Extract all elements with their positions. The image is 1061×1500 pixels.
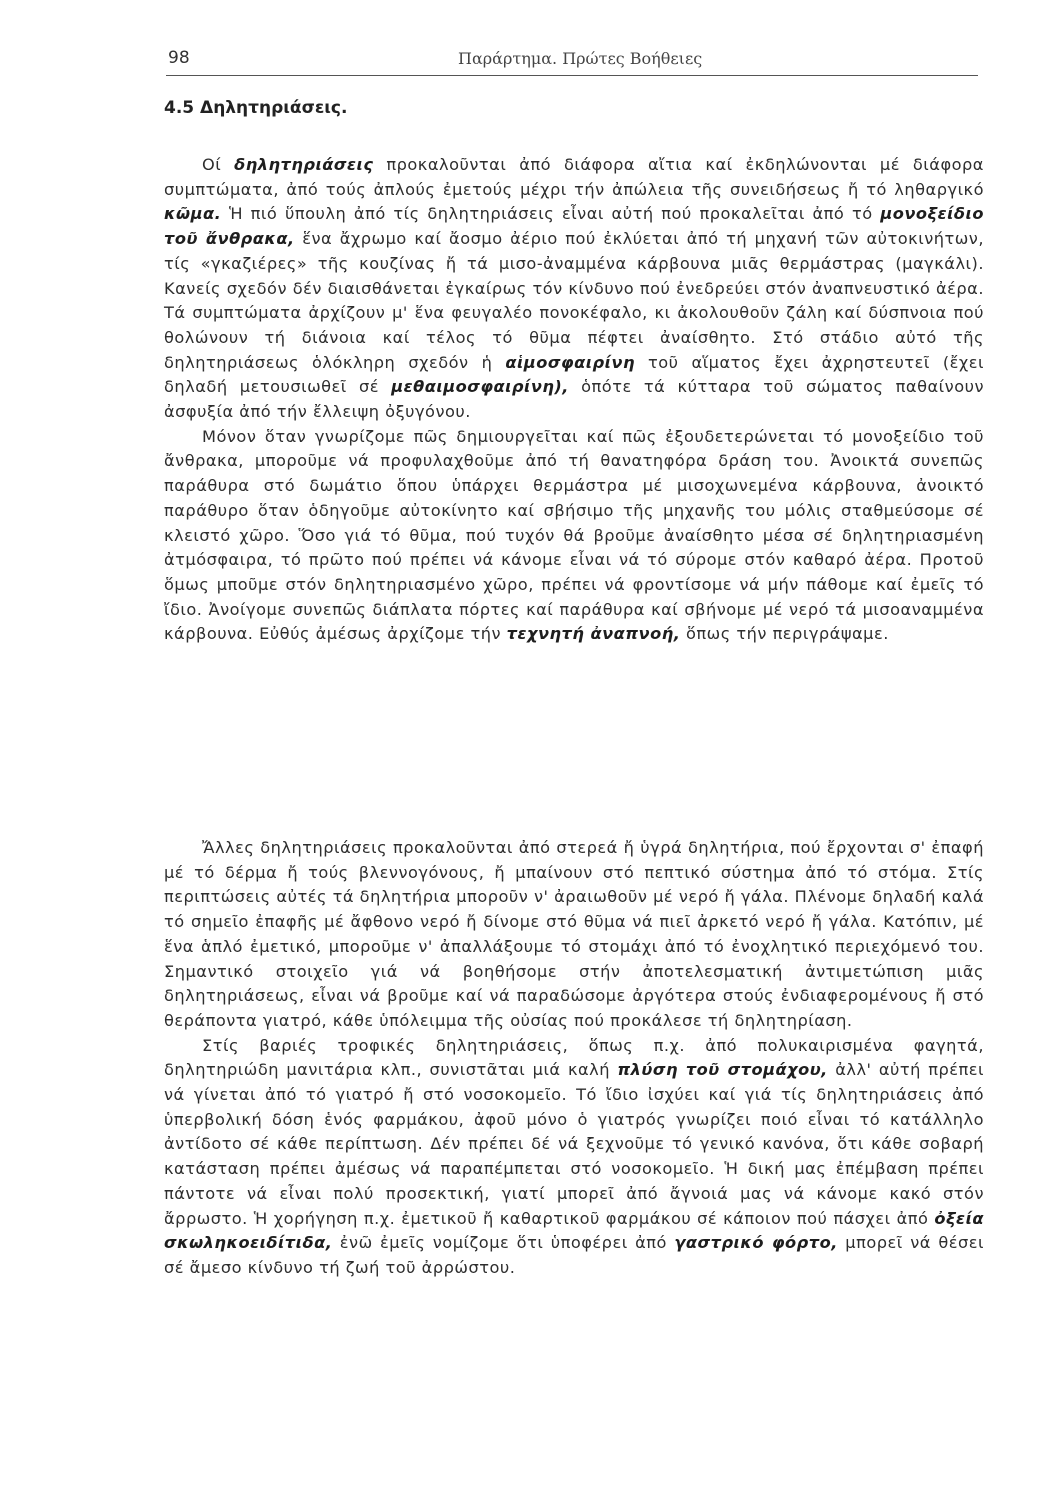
text-run: ἐνῶ ἐμεῖς νομίζομε ὅτι ὑποφέρει ἀπό — [332, 1233, 675, 1253]
section-title: 4.5 Δηλητηριάσεις. — [164, 98, 348, 118]
emphasis-term: κῶμα. — [164, 204, 222, 224]
text-run: τοῦ αἵματος ἔχει ἀχρηστευτεῖ (ἔχει δηλαδή μετουσιωθεῖ σέ — [164, 352, 984, 397]
text-run: Ἡ πιό ὕπουλη ἀπό τίς δηλητηριάσεις εἶναι αὐτή πού προκαλεῖται ἀπό τό — [221, 204, 881, 224]
text-block-other-poisonings — [164, 836, 984, 1281]
text-run: προκαλοῦνται ἀπό διάφορα αἴτια καί ἐκδηλώνονται μέ διάφορα συμπτώματα, ἀπό τούς ἀπλούς ἐμετούς μέχρι τήν ἀπώλεια τῆς συνειδήσεως ἤ τό ληθαργικό — [164, 155, 984, 199]
paragraph — [164, 425, 984, 647]
header-rule — [166, 75, 978, 76]
text-run: ἕνα ἄχρωμο καί ἄοσμο ἀέριο πού ἐκλύεται ἀπό τή μηχανή τῶν αὐτοκινήτων, τίς «γκαζιέρες» τῆς κουζίνας ἤ τά μισο-ἀναμμένα κάρβουνα μιᾶς θερμάστρας (μαγκάλι). Κανείς σχεδόν δέν διαισθάνεται ἐγκαίρως τόν κίνδυνο πού ἐνεδρεύει στόν ἀναπνευστικό ἀέρα. Τά συμπτώματα ἀρχίζουν μ' ἕνα φευγαλέο πονοκέφαλο, κι ἀκολουθοῦν ζάλη καί δύσπνοια πού θολώνουν τή διάνοια καί τέλος τό θῦμα πέφτει ἀναίσθητο. Στό στάδιο αὐτό τῆς δηλητηριάσεως ὁλόκληρη σχεδόν ἡ — [164, 229, 984, 372]
page-number: 98 — [168, 48, 190, 68]
text-run: Οί — [202, 155, 235, 174]
emphasis-term: δηλητηριάσεις — [234, 155, 374, 174]
text-run: Ἄλλες δηλητηριάσεις προκαλοῦνται ἀπό στερεά ἤ ὑγρά δηλητήρια, πού ἔρχονται σ' ἐπαφή μέ τό δέρμα ἤ τούς βλεννογόνους, ἤ μπαίνουν στό πεπτικό σύστημα ἀπό τό στόμα. Στίς περιπτώσεις αὐτές τά δηλητήρια μποροῦν ν' ἀραιωθοῦν μέ νερό ἤ γάλα. Πλένομε δηλαδή καλά τό σημεῖο ἐπαφῆς μέ ἄφθονο νερό ἤ δίνομε στό θῦμα νά πιεῖ ἀρκετό νερό ἤ γάλα. Κατόπιν, μέ ἕνα ἁπλό ἐμετικό, μποροῦμε ν' ἀπαλλάξουμε τό στομάχι ἀπό τό ἐνοχλητικό περιεχόμενό του. Σημαντικό στοιχεῖο γιά νά βοηθήσομε στήν ἀποτελεσματική ἀντιμετώπιση μιᾶς δηλητηριάσεως, εἶναι νά βροῦμε καί νά παραδώσομε ἀργότερα στούς ἐνδιαφερομένους ἤ στό θεράποντα γιατρό, κάθε ὑπόλειμμα τῆς οὐσίας πού προκάλεσε τή δηλητηρίαση. — [164, 838, 984, 1030]
emphasis-term: μεθαιμοσφαιρίνη), — [391, 377, 569, 397]
paragraph — [164, 153, 984, 425]
paragraph — [164, 836, 984, 1034]
page-header — [166, 48, 978, 78]
text-run: ὁπότε τά κύτταρα τοῦ σώματος παθαίνουν ἀσφυξία ἀπό τήν ἔλλειψη ὀξυγόνου. — [164, 377, 985, 422]
emphasis-term: πλύση τοῦ στομάχου, — [617, 1060, 828, 1080]
emphasis-term: αἱμοσφαιρίνη — [505, 352, 635, 372]
paragraph — [164, 1034, 984, 1281]
text-block-carbon-monoxide — [164, 153, 984, 647]
emphasis-term: ὀξεία σκωληκοειδίτιδα, — [164, 1208, 984, 1253]
text-run: Μόνον ὅταν γνωρίζομε πῶς δημιουργεῖται καί πῶς ἐξουδετερώνεται τό μονοξείδιο τοῦ ἄνθρακα, μποροῦμε νά προφυλαχθοῦμε ἀπό τή θανατηφόρα δράση του. Ἀνοικτά συνεπῶς παράθυρα στό δωμάτιο ὅπου ὑπάρχει θερμάστρα μέ μισοχωνεμένα κάρβουνα, ἀνοικτό παράθυρο ὅταν ὁδηγοῦμε αὐτοκίνητο καί σβήσιμο τῆς μηχανῆς του μόλις σταθμεύσομε σέ κλειστό χῶρο. Ὅσο γιά τό θῦμα, πού τυχόν θά βροῦμε ἀναίσθητο μέσα σέ δηλητηριασμένη ἀτμόσφαιρα, τό πρῶτο πού πρέπει νά κάνομε εἶναι νά τό σύρομε στόν καθαρό ἀέρα. Προτοῦ ὅμως μποῦμε στόν δηλητηριασμένο χῶρο, πρέπει νά φροντίσομε νά μήν πάθομε καί ἐμεῖς τό ἴδιο. Ἀνοίγομε συνεπῶς διάπλατα πόρτες καί παράθυρα καί σβήνομε μέ νερό τά μισοαναμμένα κάρβουνα. Εὐθύς ἀμέσως ἀρχίζομε τήν — [164, 426, 984, 644]
text-run: μπορεῖ νά θέσει σέ ἄμεσο κίνδυνο τή ζωή τοῦ ἀρρώστου. — [164, 1233, 984, 1277]
text-run: ὅπως τήν περιγράψαμε. — [680, 624, 889, 644]
emphasis-term: μονοξείδιο τοῦ ἄνθρακα, — [164, 204, 984, 249]
emphasis-term: τεχνητή ἀναπνοή, — [506, 624, 681, 644]
text-run: ἀλλ' αὐτή πρέπει νά γίνεται ἀπό τό γιατρό ἤ στό νοσοκομεῖο. Τό ἴδιο ἰσχύει καί γιά τίς δηλητηριάσεις ἀπό ὑπερβολική δόση ἑνός φαρμάκου, ἀφοῦ μόνο ὁ γιατρός γνωρίζει ποιό εἶναι τό κατάλληλο ἀντίδοτο σέ κάθε περίπτωση. Δέν πρέπει δέ νά ξεχνοῦμε τό γενικό κανόνα, ὅτι κάθε σοβαρή κατάσταση πρέπει ἀμέσως νά παραπέμπεται στό νοσοκομεῖο. Ἡ δική μας ἐπέμβαση πρέπει πάντοτε νά εἶναι πολύ προσεκτική, γιατί μπορεῖ ἀπό ἄγνοιά μας νά κάνομε κακό στόν ἄρρωστο. Ἡ χορήγηση π.χ. ἐμετικοῦ ἤ καθαρτικοῦ φαρμάκου σέ κάποιον πού πάσχει ἀπό — [164, 1060, 984, 1228]
running-title: Παράρτημα. Πρώτες Βοήθειες — [458, 49, 703, 68]
emphasis-term: γαστρικό φόρτο, — [674, 1233, 838, 1253]
text-run: Στίς βαριές τροφικές δηλητηριάσεις, ὅπως π.χ. ἀπό πολυκαιρισμένα φαγητά, δηλητηριώδη μανιτάρια κλπ., συνιστᾶται μιά καλή — [164, 1035, 984, 1080]
